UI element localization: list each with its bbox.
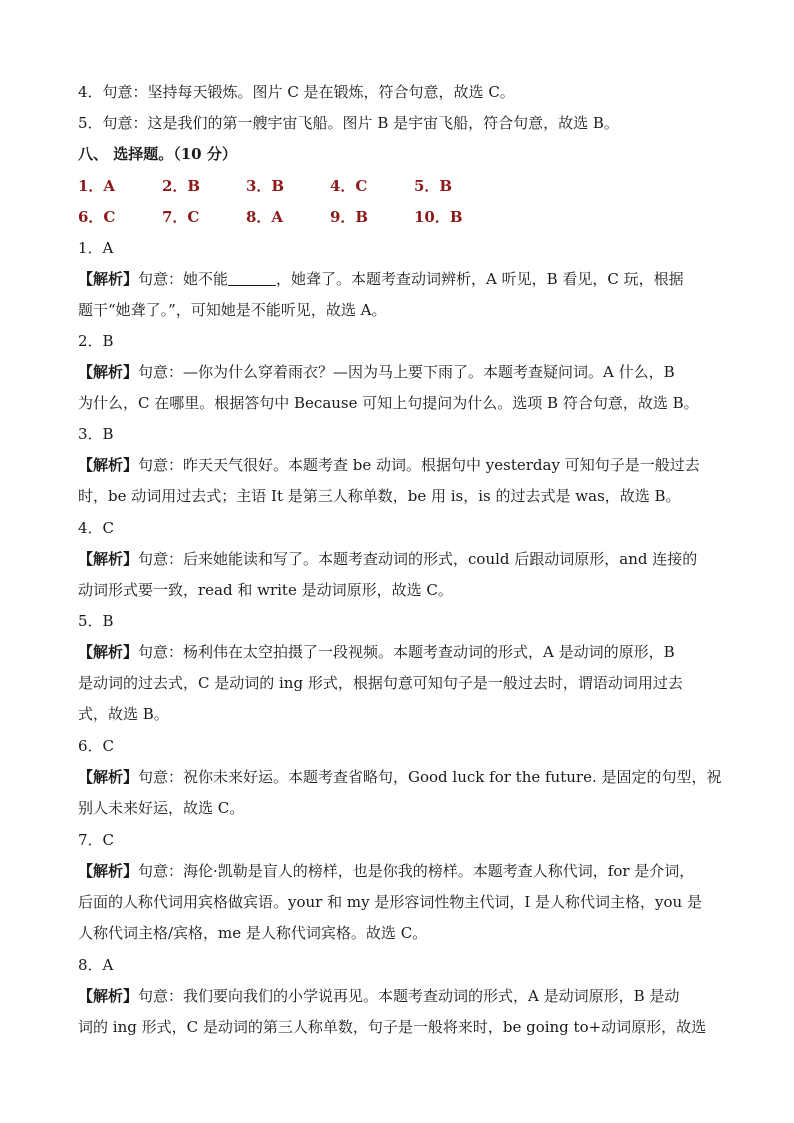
answer-row-1 <box>78 176 718 196</box>
explanation-line: 动词形式要一致，read 和 write 是动词原形，故选 C。 <box>78 581 453 599</box>
explanation-tag: 【解析】 <box>78 768 139 786</box>
fill-blank <box>228 271 276 286</box>
answer-key: 8．A <box>246 208 284 226</box>
explanation-line: 题干“她聋了。”，可知她是不能听见，故选 A。 <box>78 301 387 319</box>
answer-key: 3．B <box>246 177 285 195</box>
item-number: 3．B <box>78 425 114 443</box>
answer-key: 7．C <box>162 208 200 226</box>
explanation-tag: 【解析】 <box>78 550 139 568</box>
answer-key: 10．B <box>414 208 463 226</box>
answer-key: 2．B <box>162 177 201 195</box>
explanation-line: 人称代词主格/宾格，me 是人称代词宾格。故选 C。 <box>78 924 428 942</box>
explanation-line <box>78 861 718 881</box>
explanation-tag: 【解析】 <box>78 987 139 1005</box>
explanation-line <box>78 455 718 475</box>
item-number: 1．A <box>78 239 114 257</box>
answer-key: 6．C <box>78 208 116 226</box>
item-number: 2．B <box>78 332 114 350</box>
item-number: 5．B <box>78 612 114 630</box>
explanation-line: 别人未来好运，故选 C。 <box>78 799 245 817</box>
explanation-text: 句意：后来她能读和写了。本题考查动词的形式，could 后跟动词原形，and 连接的 <box>138 550 698 568</box>
answer-key: 9．B <box>330 208 369 226</box>
explanation-text: 句意：—你为什么穿着雨衣？—因为马上要下雨了。本题考查疑问词。A 什么，B <box>138 363 675 381</box>
answer-key: 4．C <box>330 177 368 195</box>
explanation-line <box>78 767 722 787</box>
explanation-line: 词的 ing 形式，C 是动词的第三人称单数，句子是一般将来时，be going to+动词原形，故选 <box>78 1018 707 1036</box>
explanation-line: 是动词的过去式，C 是动词的 ing 形式，根据句意可知句子是一般过去时，谓语动词用过去 <box>78 674 683 692</box>
item-number: 8．A <box>78 956 114 974</box>
explanation-text: 句意：我们要向我们的小学说再见。本题考查动词的形式，A 是动词原形，B 是动 <box>138 987 680 1005</box>
explanation-line: 后面的人称代词用宾格做宾语。your 和 my 是形容词性物主代词，I 是人称代词主格，you 是 <box>78 893 702 911</box>
explanation-text: 句意：她不能 <box>138 270 229 288</box>
explanation-text: 句意：祝你未来好运。本题考查省略句，Good luck for the future. 是固定的句型，祝 <box>138 768 722 786</box>
explanation-line <box>78 362 718 382</box>
answer-row-2 <box>78 207 718 227</box>
explanation-text: 句意：海伦·凯勒是盲人的榜样，也是你我的榜样。本题考查人称代词，for 是介词， <box>138 862 695 880</box>
explanation-line <box>78 549 718 569</box>
explanation-line <box>78 269 718 289</box>
explanation-line <box>78 986 718 1006</box>
item-number: 4．C <box>78 519 115 537</box>
explanation-text: 句意：昨天天气很好。本题考查 be 动词。根据句中 yesterday 可知句子是一般过去 <box>138 456 700 474</box>
answer-key: 5．B <box>414 177 453 195</box>
prev-item-4: 4．句意：坚持每天锻炼。图片 C 是在锻炼，符合句意，故选 C。 <box>78 83 515 101</box>
explanation-tag: 【解析】 <box>78 270 139 288</box>
explanation-tag: 【解析】 <box>78 643 139 661</box>
answer-key: 1．A <box>78 177 116 195</box>
explanation-tag: 【解析】 <box>78 862 139 880</box>
item-number: 6．C <box>78 737 115 755</box>
explanation-line: 为什么，C 在哪里。根据答句中 Because 可知上句提问为什么。选项 B 符合句意，故选 B。 <box>78 394 699 412</box>
section-title: 八、 选择题。（10 分） <box>78 145 237 163</box>
explanation-text: ，她聋了。本题考查动词辨析，A 听见，B 看见，C 玩，根据 <box>276 270 684 288</box>
prev-item-5: 5．句意：这是我们的第一艘宇宙飞船。图片 B 是宇宙飞船，符合句意，故选 B。 <box>78 114 619 132</box>
explanation-tag: 【解析】 <box>78 456 139 474</box>
explanation-line: 式，故选 B。 <box>78 705 169 723</box>
explanation-text: 句意：杨利伟在太空拍摄了一段视频。本题考查动词的形式，A 是动词的原形，B <box>138 643 675 661</box>
explanation-tag: 【解析】 <box>78 363 139 381</box>
explanation-line: 时，be 动词用过去式；主语 It 是第三人称单数，be 用 is，is 的过去式是 was，故选 B。 <box>78 487 681 505</box>
item-number: 7．C <box>78 831 115 849</box>
explanation-line <box>78 642 718 662</box>
